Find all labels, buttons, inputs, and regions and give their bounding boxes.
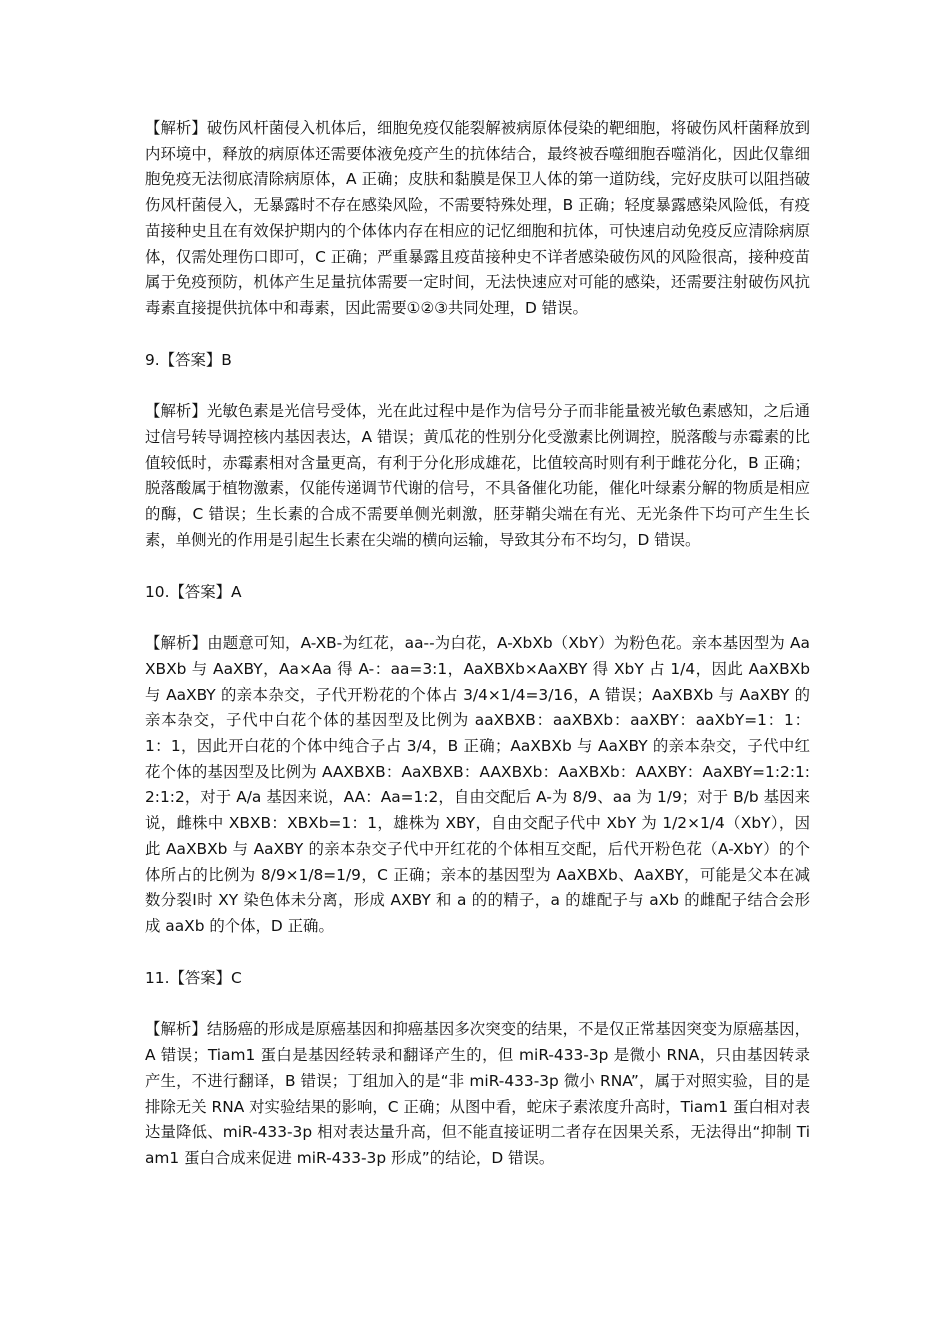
- answer-q9: 9.【答案】B: [145, 350, 232, 369]
- spacer: [145, 322, 810, 348]
- spacer: [145, 373, 810, 399]
- explanation-q9: 【解析】光敏色素是光信号受体，光在此过程中是作为信号分子而非能量被光敏色素感知，之后通过信号转导调控核内基因表达，A 错误；黄瓜花的性别分化受激素比例调控，脱落酸与赤霉素的比值较低时，赤霉素相对含量更高，有利于分化形成雄花，比值较高时则有利于雌花分化，B 正确；脱落酸属于植物激素，仅能传递调节代谢的信号，不具备催化功能，催化叶绿素分解的物质是相应的酶，C 错误；生长素的合成不需要单侧光刺激，胚芽鞘尖端在有光、无光条件下均可产生生长素，单侧光的作用是引起生长素在尖端的横向运输，导致其分布不均匀，D 错误。: [145, 402, 810, 549]
- spacer: [145, 605, 810, 631]
- explanation-q11: 【解析】结肠癌的形成是原癌基因和抑癌基因多次突变的结果，不是仅正常基因突变为原癌基因，A 错误；Tiam1 蛋白是基因经转录和翻译产生的，但 miR-433-3p 是微小 RNA，只由基因转录产生，不进行翻译，B 错误；丁组加入的是“非 miR-433-3p 微小 RNA”，属于对照实验，目的是排除无关 RNA 对实验结果的影响，C 正确；从图中看，蛇床子素浓度升高时，Tiam1 蛋白相对表达量降低、miR-433-3p 相对表达量升高，但不能直接证明二者存在因果关系，无法得出“抑制 Tiam1 蛋白合成来促进 miR-433-3p 形成”的结论，D 错误。: [145, 1020, 810, 1167]
- document-page: [145, 116, 810, 1172]
- spacer: [145, 554, 810, 580]
- spacer: [145, 991, 810, 1017]
- spacer: [145, 940, 810, 966]
- answer-q11: 11.【答案】C: [145, 968, 242, 987]
- explanation-q8: 【解析】破伤风杆菌侵入机体后，细胞免疫仅能裂解被病原体侵染的靶细胞，将破伤风杆菌释放到内环境中，释放的病原体还需要体液免疫产生的抗体结合，最终被吞噬细胞吞噬消化，因此仅靠细胞免疫无法彻底清除病原体，A 正确；皮肤和黏膜是保卫人体的第一道防线，完好皮肤可以阻挡破伤风杆菌侵入，无暴露时不存在感染风险，不需要特殊处理，B 正确；轻度暴露感染风险低，有疫苗接种史且在有效保护期内的个体体内存在相应的记忆细胞和抗体，可快速启动免疫反应清除病原体，仅需处理伤口即可，C 正确；严重暴露且疫苗接种史不详者感染破伤风的风险很高，接种疫苗属于免疫预防，机体产生足量抗体需要一定时间，无法快速应对可能的感染，还需要注射破伤风抗毒素直接提供抗体中和毒素，因此需要①②③共同处理，D 错误。: [145, 119, 810, 317]
- answer-q10: 10.【答案】A: [145, 582, 242, 601]
- explanation-q10: 【解析】由题意可知，A-XB-为红花，aa--为白花，A-XbXb（XbY）为粉色花。亲本基因型为 AaXBXb 与 AaXBY，Aa×Aa 得 A-：aa=3:1，AaXBXb×AaXBY 得 XbY 占 1/4，因此 AaXBXb 与 AaXBY 的亲本杂交，子代开粉花的个体占 3/4×1/4=3/16，A 错误；AaXBXb 与 AaXBY 的亲本杂交，子代中白花个体的基因型及比例为 aaXBXB：aaXBXb：aaXBY：aaXbY=1：1：1：1，因此开白花的个体中纯合子占 3/4，B 正确；AaXBXb 与 AaXBY 的亲本杂交，子代中红花个体的基因型及比例为 AAXBXB：AaXBXB：AAXBXb：AaXBXb：AAXBY：AaXBY=1:2:1:2:1:2，对于 A/a 基因来说，AA：Aa=1:2，自由交配后 A-为 8/9、aa 为 1/9；对于 B/b 基因来说，雌株中 XBXB：XBXb=1：1，雄株为 XBY，自由交配子代中 XbY 为 1/2×1/4（XbY），因此 AaXBXb 与 AaXBY 的亲本杂交子代中开红花的个体相互交配，后代开粉色花（A-XbY）的个体所占的比例为 8/9×1/8=1/9，C 正确；亲本的基因型为 AaXBXb、AaXBY，可能是父本在减数分裂Ⅰ时 XY 染色体未分离，形成 AXBY 和 a 的的精子，a 的雄配子与 aXb 的雌配子结合会形成 aaXb 的个体，D 正确。: [145, 634, 810, 935]
